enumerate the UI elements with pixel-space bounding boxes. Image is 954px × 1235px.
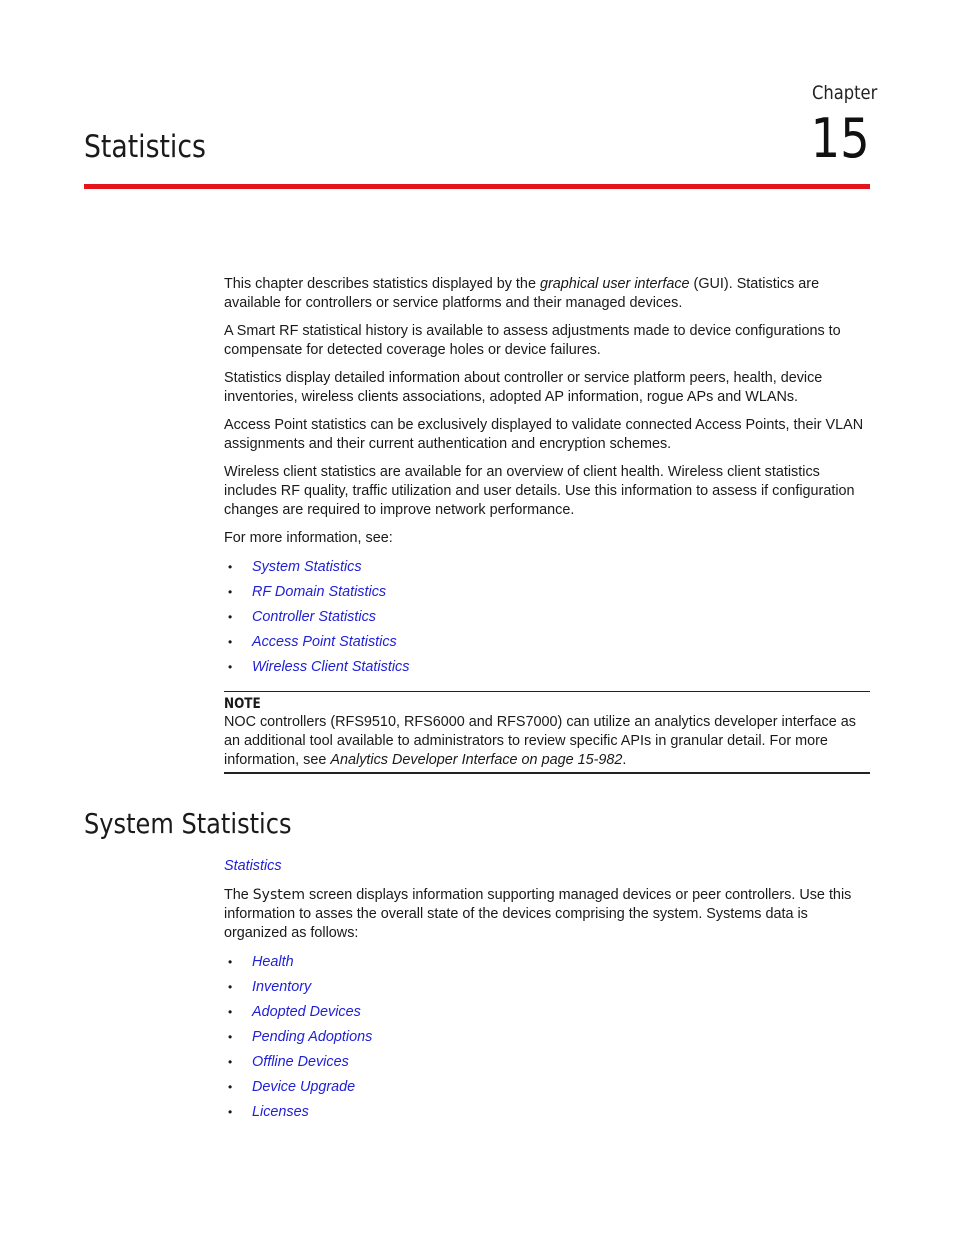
link-system-statistics[interactable]: System Statistics [252, 559, 362, 575]
chapter-label: Chapter [812, 82, 878, 104]
bullet-icon: • [228, 635, 233, 649]
intro-paragraph-4: Access Point statistics can be exclusively displayed to validate connected Access Points, their VLAN assignments and their current authentication and encryption schemes. [224, 417, 864, 452]
list-item [224, 978, 870, 1003]
chapter-title: Statistics [84, 129, 206, 165]
note-box [224, 691, 870, 774]
link-rf-domain-statistics[interactable]: RF Domain Statistics [252, 584, 387, 600]
link-inventory[interactable]: Inventory [252, 979, 312, 995]
list-item [224, 608, 870, 633]
bullet-icon: • [228, 660, 233, 674]
list-item [224, 1028, 870, 1053]
intro-p1-text: This chapter describes statistics displayed by the [224, 276, 540, 292]
list-item [224, 1103, 870, 1128]
system-p-text: The [224, 887, 253, 903]
bullet-icon: • [228, 560, 233, 574]
note-text-end: . [622, 752, 627, 768]
intro-paragraph-6: For more information, see: [224, 530, 393, 546]
bullet-icon: • [228, 610, 233, 624]
chapter-number: 15 [810, 107, 870, 170]
link-health[interactable]: Health [252, 954, 294, 970]
link-wireless-client-statistics[interactable]: Wireless Client Statistics [252, 659, 410, 675]
system-body [224, 886, 870, 1128]
list-item [224, 633, 870, 658]
bullet-icon: • [228, 1055, 233, 1069]
link-offline-devices[interactable]: Offline Devices [252, 1054, 349, 1070]
title-rule [84, 184, 870, 189]
note-text [224, 713, 870, 770]
bullet-icon: • [228, 1005, 233, 1019]
list-item [224, 558, 870, 583]
system-p-text-end: screen displays information supporting managed devices or peer controllers. Use this information to asses the overall state of the devices comprising the system. Systems data is organized as follows: [224, 887, 852, 941]
link-controller-statistics[interactable]: Controller Statistics [252, 609, 376, 625]
intro-p1-emphasis: graphical user interface [539, 276, 690, 292]
list-item [224, 1078, 870, 1103]
bullet-icon: • [228, 955, 233, 969]
intro-paragraph-1 [224, 275, 870, 313]
note-label: NOTE [224, 696, 261, 712]
bullet-icon: • [228, 1080, 233, 1094]
intro-paragraph-5: Wireless client statistics are available for an overview of client health. Wireless client statistics includes RF quality, traffic utilization and user details. Use this information to assess if configuration changes are required to improve network performance. [224, 464, 855, 518]
list-item [224, 658, 870, 683]
intro-p1-text-end: (GUI). Statistics are available for controllers or service platforms and their managed devices. [224, 276, 820, 311]
link-adopted-devices[interactable]: Adopted Devices [252, 1004, 361, 1020]
bullet-icon: • [228, 585, 233, 599]
bullet-icon: • [228, 1030, 233, 1044]
intro-paragraph-2: A Smart RF statistical history is available to assess adjustments made to device configurations to compensate for detected coverage holes or device failures. [224, 323, 841, 358]
intro-paragraph-3: Statistics display detailed information about controller or service platform peers, health, device inventories, wireless clients associations, adopted AP information, rogue APs and WLANs. [224, 370, 823, 405]
note-text-start: NOC controllers (RFS9510, RFS6000 and RFS7000) can utilize an analytics developer interface as an additional tool available to administrators to review specific APIs in granular detail. For more information, see [224, 714, 856, 768]
link-pending-adoptions[interactable]: Pending Adoptions [252, 1029, 373, 1045]
system-keyword: System [252, 887, 306, 903]
list-item [224, 1003, 870, 1028]
link-access-point-statistics[interactable]: Access Point Statistics [252, 634, 397, 650]
section-title: System Statistics [84, 807, 292, 840]
intro-link-list [224, 558, 870, 683]
link-licenses[interactable]: Licenses [252, 1104, 309, 1120]
intro-body [224, 275, 870, 683]
list-item [224, 1053, 870, 1078]
breadcrumb[interactable]: Statistics [224, 858, 282, 874]
bullet-icon: • [228, 1105, 233, 1119]
list-item [224, 953, 870, 978]
link-device-upgrade[interactable]: Device Upgrade [252, 1079, 356, 1095]
list-item [224, 583, 870, 608]
system-paragraph [224, 886, 870, 943]
note-cross-reference: Analytics Developer Interface on page 15-982 [330, 752, 623, 768]
bullet-icon: • [228, 980, 233, 994]
system-link-list [224, 953, 870, 1128]
